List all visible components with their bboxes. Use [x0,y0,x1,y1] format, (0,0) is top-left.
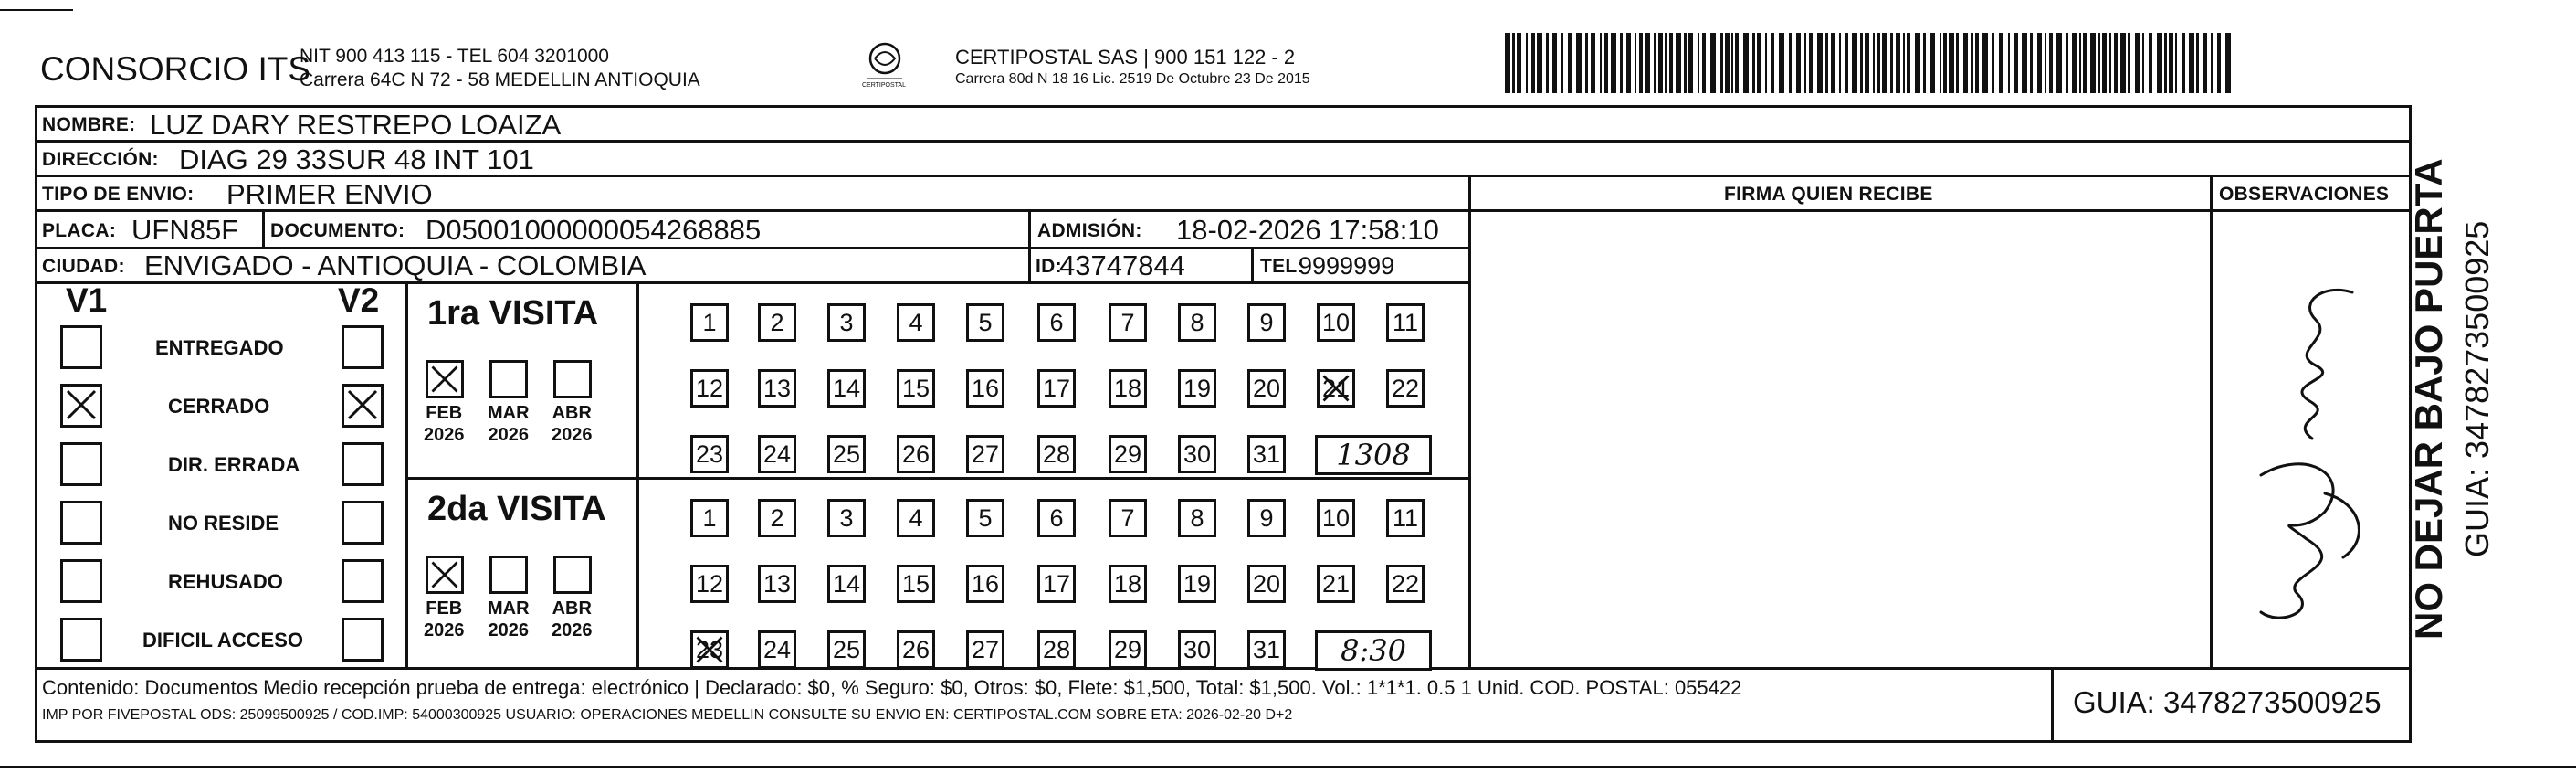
barcode-bar [1568,33,1572,93]
barcode-bar [2037,33,2042,93]
barcode-bar [1645,33,1650,93]
day-box[interactable]: 23 [690,630,729,669]
barcode-bar [2135,33,2140,93]
barcode-bar [1949,33,1954,93]
barcode-bar [1804,33,1806,93]
day-box[interactable]: 30 [1178,435,1216,473]
day-box[interactable]: 24 [758,435,796,473]
month-label: FEB 2026 [424,403,465,445]
placa-value: UFN85F [131,214,239,246]
day-box[interactable]: 15 [897,369,935,408]
day-box[interactable]: 15 [897,565,935,603]
day-box[interactable]: 2 [758,303,796,342]
logo-caption: CERTIPOSTAL [862,82,906,89]
side-guia: GUIA: 3478273500925 [2458,220,2496,557]
barcode-bar [1963,33,1968,93]
day-box[interactable]: 25 [827,630,866,669]
day-box[interactable]: 16 [966,369,1004,408]
recipient-signature [2224,265,2389,649]
col-line [2051,667,2054,743]
day-box[interactable]: 19 [1178,565,1216,603]
day-box[interactable]: 7 [1109,303,1147,342]
barcode-bar [1825,33,1828,93]
barcode-bar [1526,33,1528,93]
barcode-bar [2157,33,2162,93]
day-box[interactable]: 3 [827,303,866,342]
placa-label: PLACA: [42,220,117,241]
day-box[interactable]: 2 [758,499,796,537]
cut-line [0,9,73,11]
row-line [35,667,2412,670]
barcode-bar [1903,33,1905,93]
direccion-label: DIRECCIÓN: [42,149,159,170]
day-box[interactable]: 23 [690,435,729,473]
barcode-bar [1585,33,1588,93]
day-box[interactable]: 28 [1037,630,1076,669]
day-box[interactable]: 4 [897,499,935,537]
footer-contents: Contenido: Documentos Medio recepción prueba de entrega: electrónico | Declarado: $0, % Seguro: $0, Otros: $0, Flete: $1,500, Total: $1,500. Vol.: 1*1*1. 0.5 1 Unid. COD. POSTAL: 055422 [42,676,1742,699]
day-box[interactable]: 7 [1109,499,1147,537]
barcode-bar [1698,33,1699,93]
barcode-bar [2189,33,2194,93]
barcode-bar [1831,33,1835,93]
day-box[interactable]: 18 [1109,565,1147,603]
day-box[interactable]: 20 [1247,565,1286,603]
barcode-bar [1982,33,1988,93]
month-label: MAR 2026 [488,598,530,641]
footer-guia: GUIA: 3478273500925 [2073,685,2381,719]
day-box[interactable]: 12 [690,369,729,408]
day-box[interactable]: 29 [1109,630,1147,669]
carrier-line-1: CERTIPOSTAL SAS | 900 151 122 - 2 [955,46,1296,69]
day-box[interactable]: 25 [827,435,866,473]
month-label: ABR 2026 [552,598,593,641]
company-line-1: NIT 900 413 115 - TEL 604 3201000 [300,46,609,67]
day-box[interactable]: 19 [1178,369,1216,408]
barcode-bar [2149,33,2152,93]
barcode-bar [1626,33,1631,93]
barcode-bar [2225,33,2231,93]
barcode-bar [1796,33,1801,93]
barcode-bar [2169,33,2173,93]
month-label: FEB 2026 [424,598,465,641]
day-box[interactable]: 31 [1247,630,1286,669]
month-checkbox[interactable] [426,360,464,398]
tel-value: 9999999 [1299,252,1395,280]
day-box[interactable]: 28 [1037,435,1076,473]
barcode-bar [1735,33,1739,93]
v2-checkbox[interactable] [342,384,384,428]
month-checkbox[interactable] [489,556,528,594]
time-box[interactable]: 8:30 [1315,630,1432,671]
v1-header: V1 [66,281,108,319]
barcode-bar [2022,33,2027,93]
col-line [405,281,408,667]
day-box[interactable]: 17 [1037,565,1076,603]
barcode-bar [1882,33,1887,93]
barcode-bar [2175,33,2177,93]
barcode-bar [1943,33,1947,93]
status-label: ENTREGADO [155,336,284,359]
barcode-bar [1517,33,1521,93]
barcode-bar [1975,33,1979,93]
barcode-bar [2114,33,2118,93]
barcode-bar [1537,33,1542,93]
month-checkbox[interactable] [553,360,592,398]
barcode-bar [2196,33,2199,93]
barcode-bar [2203,33,2207,93]
barcode-bar [1561,33,1563,93]
documento-value: D05001000000054268885 [426,214,762,246]
day-box[interactable]: 13 [758,369,796,408]
barcode-bar [1552,33,1557,93]
v2-checkbox[interactable] [342,501,384,545]
tipo-envio-value: PRIMER ENVIO [226,178,433,210]
barcode-bar [1635,33,1636,93]
day-box[interactable]: 27 [966,435,1004,473]
company-name: CONSORCIO ITS [40,50,311,88]
barcode-bar [1743,33,1749,93]
barcode-bar [2128,33,2130,93]
barcode-bar [1752,33,1755,93]
v1-checkbox[interactable] [60,501,102,545]
day-box[interactable]: 29 [1109,435,1147,473]
barcode-bar [1873,33,1875,93]
documento-label: DOCUMENTO: [270,220,405,241]
day-box[interactable]: 22 [1386,369,1425,408]
ciudad-value: ENVIGADO - ANTIOQUIA - COLOMBIA [144,249,647,281]
status-label: REHUSADO [168,570,283,593]
barcode-bar [1971,33,1973,93]
barcode-bar [2079,33,2081,93]
barcode-bar [2049,33,2053,93]
status-label: NO RESIDE [168,512,279,535]
barcode-bar [2056,33,2062,93]
barcode-bar [2102,33,2107,93]
col-line [2210,175,2213,667]
barcode-bar [1992,33,1994,93]
day-box[interactable]: 6 [1037,303,1076,342]
barcode-bar [2142,33,2144,93]
firma-header: FIRMA QUIEN RECIBE [1724,184,1933,205]
v1-checkbox[interactable] [60,559,102,603]
day-box[interactable]: 4 [897,303,935,342]
barcode-bar [1860,33,1863,93]
barcode-bar [2030,33,2033,93]
id-label: ID: [1036,256,1062,277]
barcode-bar [1684,33,1687,93]
admision-value: 18-02-2026 17:58:10 [1176,214,1439,246]
month-label: MAR 2026 [488,403,530,445]
barcode-bar [1620,33,1623,93]
day-box[interactable]: 3 [827,499,866,537]
v2-header: V2 [338,281,380,319]
barcode-bar [2045,33,2046,93]
day-box[interactable]: 5 [966,303,1004,342]
month-checkbox[interactable] [489,360,528,398]
barcode-bar [1930,33,1935,93]
barcode-bar [2098,33,2100,93]
barcode-bar [1720,33,1723,93]
side-warning: NO DEJAR BAJO PUERTA [2407,158,2450,640]
month-checkbox[interactable] [426,556,464,594]
v1-checkbox[interactable] [60,384,102,428]
barcode-bar [1725,33,1730,93]
barcode-bar [1896,33,1900,93]
barcode-bar [1877,33,1880,93]
barcode-bar [1907,33,1910,93]
barcode-bar [1665,33,1667,93]
barcode-bar [2164,33,2167,93]
day-box[interactable]: 17 [1037,369,1076,408]
tel-label: TEL: [1260,256,1304,277]
day-box[interactable]: 6 [1037,499,1076,537]
day-box[interactable]: 1 [690,303,729,342]
barcode-bar [1658,33,1663,93]
barcode-bar [1852,33,1857,93]
barcode-bar [1839,33,1841,93]
day-box[interactable]: 16 [966,565,1004,603]
company-line-2: Carrera 64C N 72 - 58 MEDELLIN ANTIOQUIA [300,69,700,90]
barcode-bar [1576,33,1582,93]
nombre-value: LUZ DARY RESTREPO LOAIZA [150,109,562,141]
barcode-bar [1604,33,1608,93]
barcode-bar [1757,33,1761,93]
ciudad-label: CIUDAD: [42,256,125,277]
barcode-bar [1669,33,1673,93]
day-box[interactable]: 18 [1109,369,1147,408]
v1-checkbox[interactable] [60,618,102,662]
tipo-envio-label: TIPO DE ENVIO: [42,184,195,205]
barcode-bar [1779,33,1784,93]
observaciones-header: OBSERVACIONES [2219,184,2390,205]
barcode-bar [1789,33,1792,93]
day-box[interactable]: 10 [1317,499,1355,537]
barcode-bar [1817,33,1823,93]
barcode-bar [2066,33,2068,93]
v2-checkbox[interactable] [342,559,384,603]
v1-checkbox[interactable] [60,325,102,369]
barcode-bar [1731,33,1733,93]
barcode-bar [1845,33,1848,93]
barcode-bar [1923,33,1926,93]
visit-title: 2da VISITA [427,490,606,528]
col-line [1468,175,1471,667]
footer-print-info: IMP POR FIVEPOSTAL ODS: 25099500925 / COD.IMP: 54000300925 USUARIO: OPERACIONES MEDELLIN CONSULTE SU ENVIO EN: CERTIPOSTAL.COM SOBRE ETA: 2026-02-20 D+2 [42,707,1293,723]
carrier-line-2: Carrera 80d N 18 16 Lic. 2519 De Octubre 23 De 2015 [955,71,1310,87]
id-value: 43747844 [1059,249,1185,281]
barcode-bar [1591,33,1595,93]
barcode-bar [1702,33,1706,93]
barcode-bar [1865,33,1869,93]
day-box[interactable]: 22 [1386,565,1425,603]
barcode-bar [2090,33,2096,93]
day-box[interactable]: 10 [1317,303,1355,342]
barcode-bar [1710,33,1716,93]
day-box[interactable]: 8 [1178,303,1216,342]
v1-checkbox[interactable] [60,442,102,486]
v2-checkbox[interactable] [342,618,384,662]
day-box[interactable]: 21 [1317,369,1355,408]
barcode-bar [1688,33,1693,93]
status-label: DIFICIL ACCESO [142,629,304,651]
col-line [636,281,639,667]
barcode-bar [2014,33,2018,93]
day-box[interactable]: 26 [897,630,935,669]
day-box[interactable]: 11 [1386,303,1425,342]
barcode-bar [2217,33,2221,93]
admision-label: ADMISIÓN: [1037,220,1142,241]
barcode-bar [1639,33,1643,93]
day-box[interactable]: 5 [966,499,1004,537]
barcode-bar [1505,33,1510,93]
status-label: CERRADO [168,395,270,418]
barcode-bar [1531,33,1535,93]
day-box[interactable]: 9 [1247,499,1286,537]
v2-checkbox[interactable] [342,442,384,486]
barcode-bar [2120,33,2126,93]
v2-checkbox[interactable] [342,325,384,369]
day-box[interactable]: 9 [1247,303,1286,342]
time-box[interactable]: 1308 [1315,435,1432,475]
barcode-bar [2182,33,2185,93]
barcode-bar [1809,33,1813,93]
barcode-bar [1546,33,1549,93]
col-line [1251,247,1254,281]
row-line [405,477,1470,480]
bottom-edge [0,766,2576,768]
day-box[interactable]: 24 [758,630,796,669]
barcode-bar [1999,33,2003,93]
day-box[interactable]: 13 [758,565,796,603]
day-box[interactable]: 11 [1386,499,1425,537]
barcode-bar [2211,33,2213,93]
barcode-bar [2008,33,2010,93]
day-box[interactable]: 8 [1178,499,1216,537]
day-box[interactable]: 30 [1178,630,1216,669]
barcode-bar [1940,33,1941,93]
day-box[interactable]: 21 [1317,565,1355,603]
barcode-bar [1956,33,1959,93]
barcode-bar [1771,33,1774,93]
day-box[interactable]: 14 [827,565,866,603]
col-line [262,209,265,247]
day-box[interactable]: 1 [690,499,729,537]
barcode-bar [2072,33,2077,93]
barcode-bar [1600,33,1602,93]
barcode-bar [1611,33,1616,93]
visit-title: 1ra VISITA [427,294,599,333]
day-box[interactable]: 12 [690,565,729,603]
barcode-bar [1512,33,1515,93]
month-label: ABR 2026 [552,403,593,445]
direccion-value: DIAG 29 33SUR 48 INT 101 [179,143,534,175]
barcode-bar [1654,33,1656,93]
barcode-bar [1915,33,1920,93]
nombre-label: NOMBRE: [42,114,136,135]
day-box[interactable]: 14 [827,369,866,408]
month-checkbox[interactable] [553,556,592,594]
barcode-bar [2109,33,2111,93]
day-box[interactable]: 26 [897,435,935,473]
day-box[interactable]: 20 [1247,369,1286,408]
status-label: DIR. ERRADA [168,453,300,476]
barcode-bar [2083,33,2087,93]
day-box[interactable]: 27 [966,630,1004,669]
day-box[interactable]: 31 [1247,435,1286,473]
barcode-bar [1890,33,1893,93]
barcode-bar [1765,33,1767,93]
barcode-bar [1676,33,1681,93]
col-line [1028,209,1031,281]
barcode [1505,33,2237,93]
